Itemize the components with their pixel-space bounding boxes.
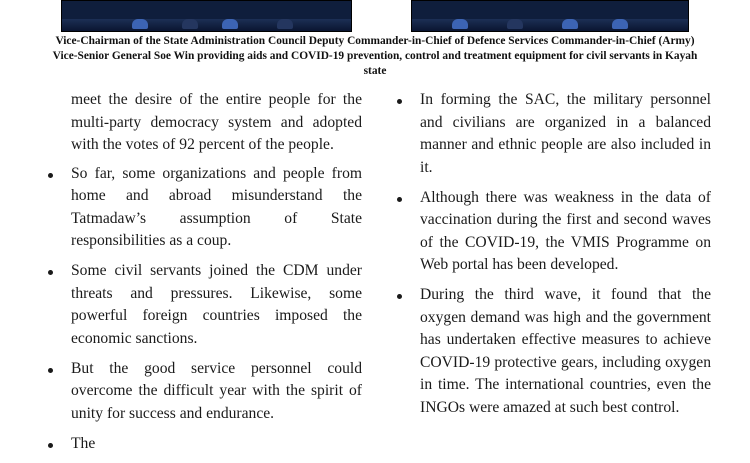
bullet-item xyxy=(385,284,711,419)
bullet-text: But the good service personnel could overcome the difficult year with the spirit of unity for success and endurance. xyxy=(71,359,362,422)
bullet-text: During the third wave, it found that the oxygen demand was high and the government has undertaken effective measures to achieve COVID-19 protective gears, including oxygen in time. The international countries, even the INGOs were amazed at such best control. xyxy=(420,286,711,416)
event-photo-right xyxy=(411,0,689,32)
photo-figure xyxy=(182,19,198,29)
bullet-dot-icon xyxy=(397,99,402,104)
photo-figure xyxy=(507,19,523,29)
bullet-dot-icon xyxy=(48,443,53,448)
bullet-text: So far, some organizations and people from home and abroad misunderstand the Tatmadaw’s assumption of State responsibilities as a coup. xyxy=(71,164,362,249)
photo-figure xyxy=(452,19,468,29)
left-column xyxy=(36,89,362,463)
bullet-item xyxy=(36,260,362,350)
bullet-text: The xyxy=(71,434,96,452)
photo-caption: Vice-Chairman of the State Administration Council Deputy Commander-in-Chief of Defence Services Commander-in-Chief (Army) Vice-Senior General Soe Win providing aids and COVID-19 prevention, control and treatment equipment for civil servants in Kayah state xyxy=(52,35,698,77)
event-photo-left xyxy=(61,0,352,32)
bullet-item xyxy=(36,358,362,426)
bullet-item xyxy=(385,187,711,277)
bullet-dot-icon xyxy=(397,294,402,299)
bullet-dot-icon xyxy=(48,270,53,275)
photo-figure xyxy=(612,19,628,29)
photo-figure xyxy=(562,19,578,29)
bullet-item xyxy=(36,163,362,253)
bullet-item xyxy=(385,89,711,179)
continued-paragraph: meet the desire of the entire people for the multi-party democracy system and adopted with the votes of 92 percent of the people. xyxy=(71,91,362,153)
bullet-text: Some civil servants joined the CDM under threats and pressures. Likewise, some powerful foreign countries imposed the economic sanctions. xyxy=(71,262,362,347)
bullet-text: In forming the SAC, the military personnel and civilians are organized in a balanced manner and ethnic people are also included in it. xyxy=(420,91,711,176)
bullet-item xyxy=(36,433,362,456)
photo-figure xyxy=(222,19,238,29)
bullet-dot-icon xyxy=(48,173,53,178)
bullet-text: Although there was weakness in the data of vaccination during the first and second waves of the COVID-19, the VMIS Programme on Web portal has been developed. xyxy=(420,188,711,273)
photo-figure xyxy=(277,19,293,29)
bullet-dot-icon xyxy=(397,197,402,202)
bullet-dot-icon xyxy=(48,368,53,373)
photo-figure xyxy=(132,19,148,29)
right-column xyxy=(385,89,711,427)
photo-floor xyxy=(62,19,351,31)
